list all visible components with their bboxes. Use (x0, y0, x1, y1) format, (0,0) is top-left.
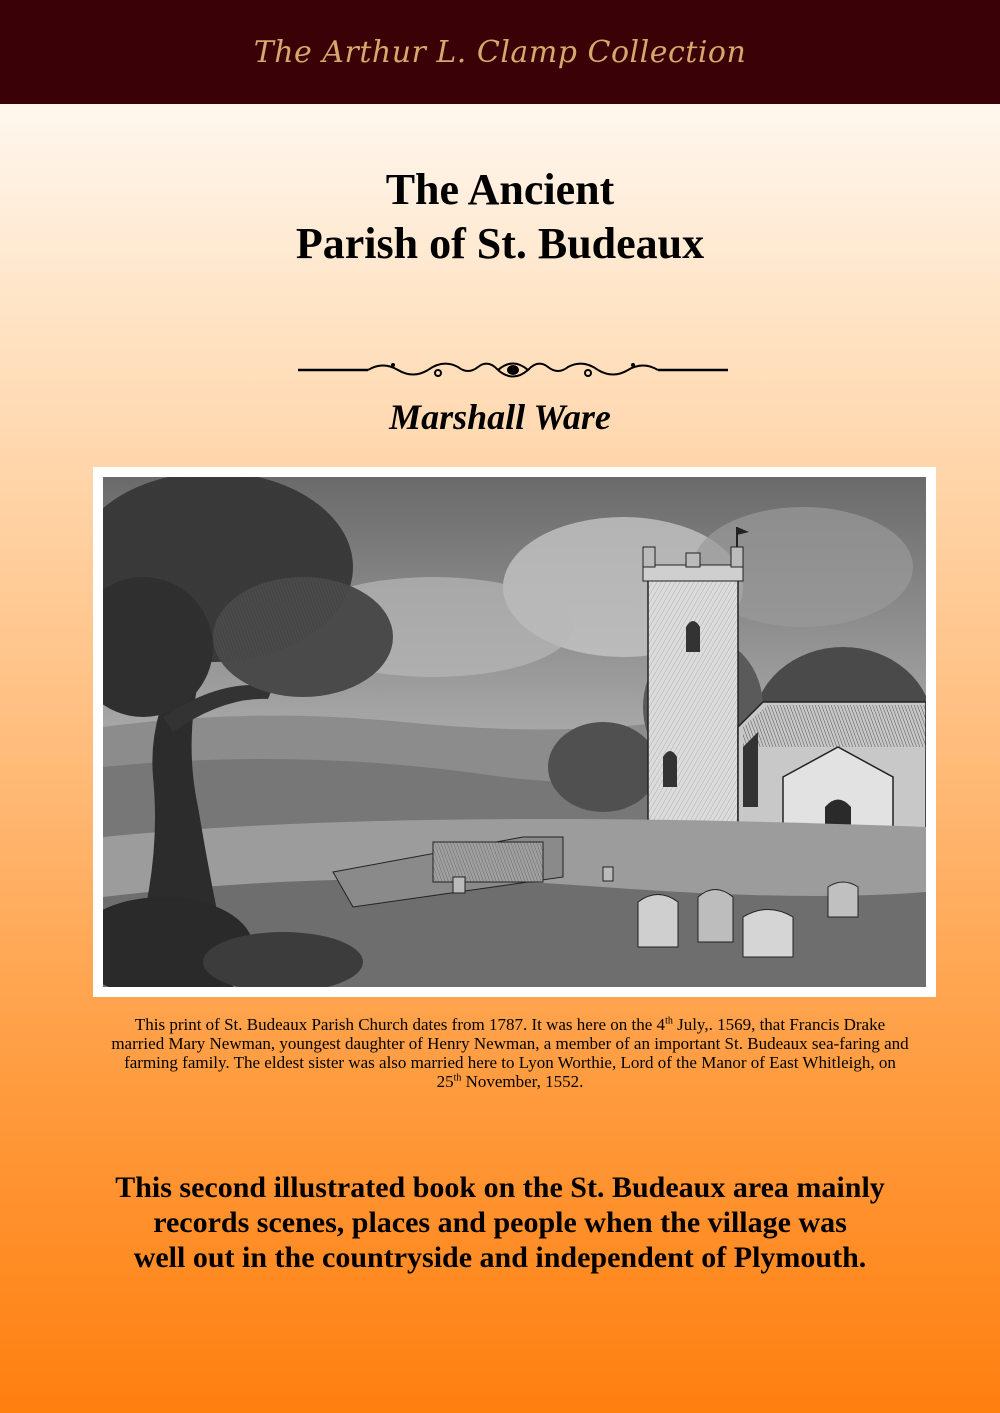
caption-part-1: This print of St. Budeaux Parish Church dates from 1787. It was here on the 4 (134, 1015, 666, 1034)
author-name: Marshall Ware (389, 397, 611, 437)
book-blurb (40, 1170, 960, 1275)
caption-part-3: November, 1552. (461, 1072, 584, 1091)
caption-part-2: July,. 1569, that Francis Drake married Mary Newman, youngest daughter of Henry Newman, a member of an important St. Budeaux sea-faring and farming family. The eldest sister was also married here to Lyon Worthie, Lord of the Manor of East Whitleigh, on 25 (111, 1015, 909, 1091)
church-engraving-illustration (103, 477, 926, 987)
church-engraving (93, 467, 936, 997)
blurb-line-3: well out in the countryside and independent of Plymouth. (133, 1241, 867, 1274)
picture-caption (110, 1015, 910, 1091)
collection-banner (0, 0, 1000, 104)
title-line-1: The Ancient (385, 165, 615, 214)
caption-superscript-2: th (453, 1072, 462, 1084)
collection-name: The Arthur L. Clamp Collection (253, 34, 747, 70)
caption-superscript-1: th (665, 1015, 673, 1027)
title-line-2: Parish of St. Budeaux (295, 219, 705, 268)
book-title (0, 163, 1000, 271)
blurb-line-2: records scenes, places and people when the village was (153, 1206, 847, 1239)
blurb-line-1: This second illustrated book on the St. Budeaux area mainly (115, 1171, 885, 1204)
ornament-divider (298, 355, 728, 385)
